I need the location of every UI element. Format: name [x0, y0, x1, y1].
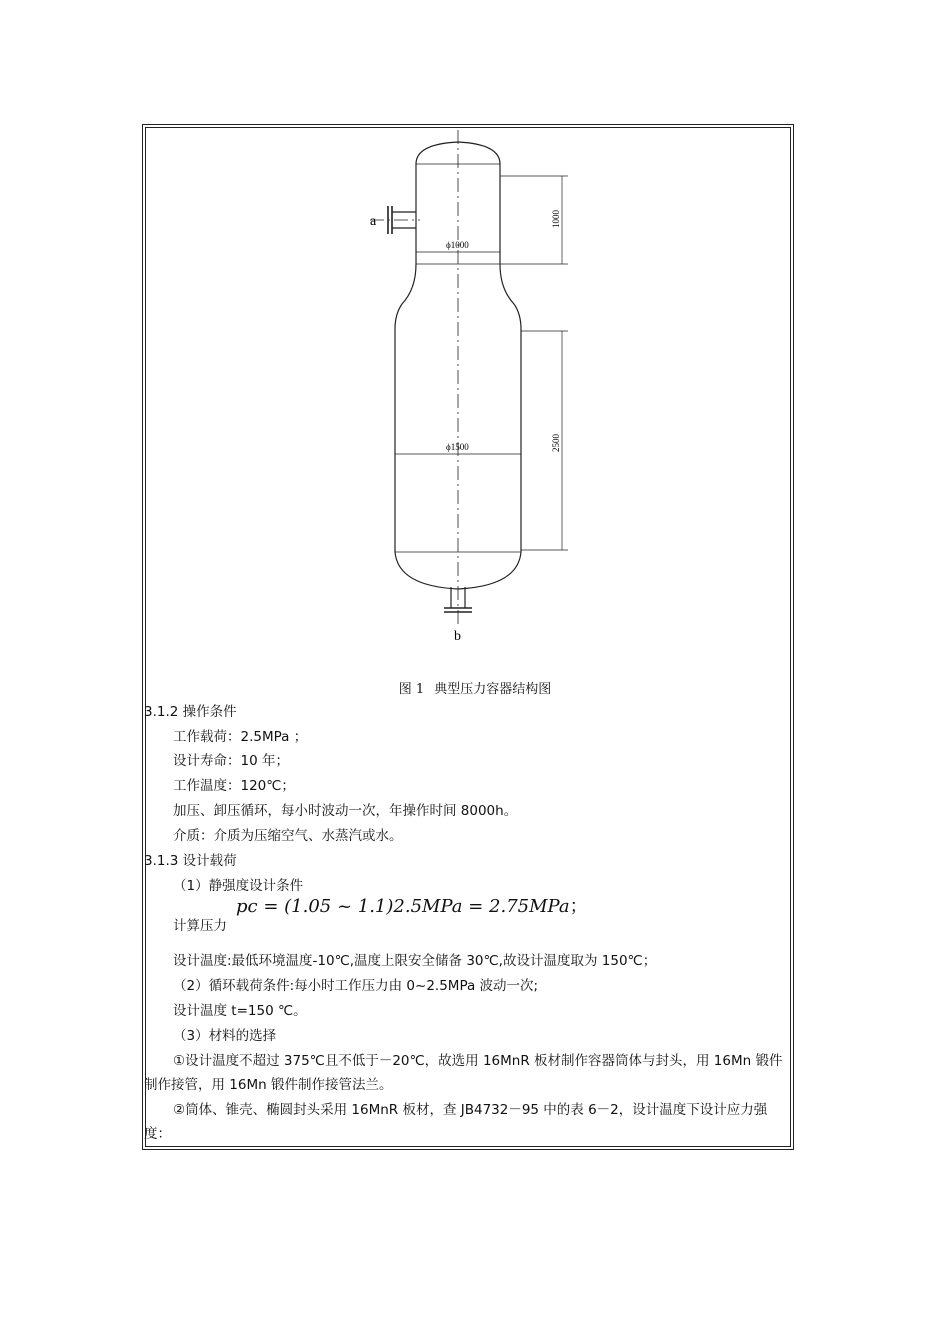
- caption-text: 典型压力容器结构图: [434, 682, 552, 697]
- material-para-2: ②筒体、锥壳、椭圆封头采用 16MnR 板材，查 JB4732－95 中的表 6－2，设计温度下设计应力强度：: [144, 1102, 768, 1142]
- figure-caption: [0, 678, 950, 697]
- work-load: 工作载荷：2.5MPa ；: [173, 729, 308, 745]
- dim-lower-height: 2500: [551, 434, 561, 452]
- label-a: a: [370, 214, 377, 229]
- calc-pressure-label: 计算压力: [173, 918, 227, 934]
- design-temp-t: 设计温度 t=150 ℃。: [173, 1003, 307, 1019]
- label-b: b: [454, 629, 461, 644]
- caption-number: 图 1: [398, 682, 425, 697]
- dim-upper-height: 1000: [551, 210, 561, 228]
- item1-title: （1）静强度设计条件: [173, 878, 304, 894]
- calc-pressure-formula: [236, 897, 588, 917]
- design-temp-line: 设计温度:最低环境温度-10℃,温度上限安全储备 30℃,故设计温度取为 150℃；: [173, 953, 657, 969]
- design-life: 设计寿命：10 年；: [173, 753, 289, 769]
- work-temperature: 工作温度：120℃；: [173, 778, 295, 794]
- heading-312: 3.1.2 操作条件: [144, 704, 237, 720]
- item3-title: （3）材料的选择: [173, 1028, 277, 1044]
- medium: 介质：介质为压缩空气、水蒸汽或水。: [173, 828, 403, 844]
- item2-title: （2）循环载荷条件:每小时工作压力由 0~2.5MPa 波动一次;: [173, 978, 539, 994]
- cone-right: [500, 264, 521, 329]
- heading-313: 3.1.3 设计载荷: [144, 853, 237, 869]
- formula-text: pc = (1.05 ~ 1.1)2.5MPa = 2.75MPa: [236, 896, 570, 917]
- dim-lower-diameter: ϕ1500: [446, 442, 469, 452]
- pressure-vessel-drawing: [340, 124, 600, 654]
- cone-left: [395, 264, 416, 329]
- dim-upper-diameter: ϕ1000: [446, 240, 469, 250]
- material-para-1: ①设计温度不超过 375℃且不低于－20℃，故选用 16MnR 板材制作容器筒体与封头，用 16Mn 锻件制作接管，用 16Mn 锻件制作接管法兰。: [144, 1053, 783, 1093]
- formula-suffix: ；: [569, 896, 588, 917]
- cycle-description: 加压、卸压循环，每小时波动一次，年操作时间 8000h。: [173, 803, 518, 819]
